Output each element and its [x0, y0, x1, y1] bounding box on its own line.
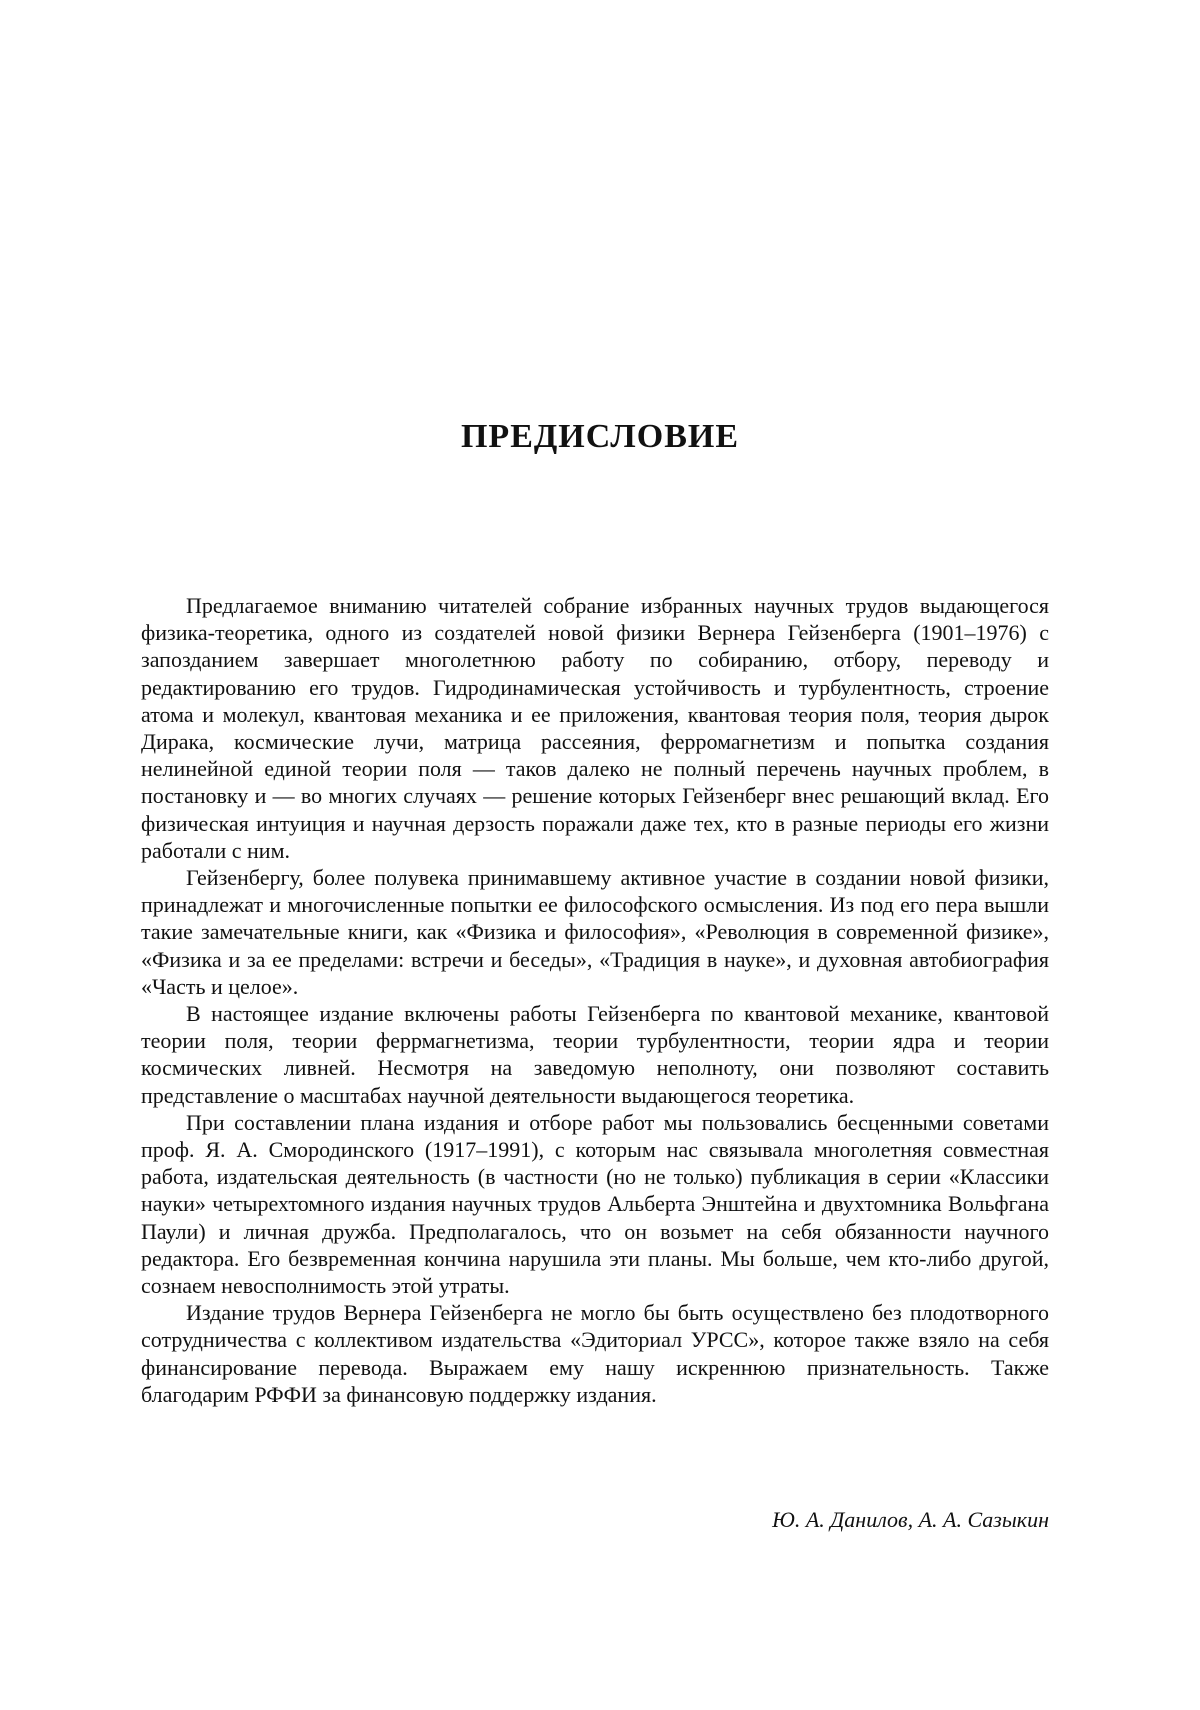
preface-body [141, 592, 1049, 1408]
paragraph-2: Гейзенбергу, более полувека принимавшему активное участие в создании новой физики, принадлежат и многочисленные попытки ее философского осмысления. Из под его пера вышли такие замечательные книги, как «Физика и философия», «Революция в современной физике», «Физика и за ее пределами: встречи и беседы», «Традиция в науке», и духовная автобиография «Часть и целое». [141, 865, 1049, 999]
paragraph-5: Издание трудов Вернера Гейзенберга не могло бы быть осуществлено без плодотворного сотрудничества с коллективом издательства «Эдиториал УРСС», которое также взяло на себя финансирование перевода. Выражаем ему нашу искреннюю признательность. Также благодарим РФФИ за финансовую поддержку издания. [141, 1300, 1049, 1407]
signature: Ю. А. Данилов, А. А. Сазыкин [772, 1507, 1049, 1532]
paragraph-1: Предлагаемое вниманию читателей собрание избранных научных трудов выдающегося физика-теоретика, одного из создателей новой физики Вернера Гейзенберга (1901–1976) с запозданием завершает многолетнюю работу по собиранию, отбору, переводу и редактированию его трудов. Гидродинамическая устойчивость и турбулентность, строение атома и молекул, квантовая механика и ее приложения, квантовая теория поля, теория дырок Дирака, космические лучи, матрица рассеяния, ферромагнетизм и попытка создания нелинейной единой теории поля — таков далеко не полный перечень научных проблем, в постановку и — во многих случаях — решение которых Гейзенберг внес решающий вклад. Его физическая интуиция и научная дерзость поражали даже тех, кто в разные периоды его жизни работали с ним. [141, 593, 1049, 863]
paragraph-4: При составлении плана издания и отборе работ мы пользовались бесценными советами проф. Я. А. Смородинского (1917–1991), с которым нас связывала многолетняя совместная работа, издательская деятельность (в частности (но не только) публикация в серии «Классики науки» четырехтомного издания научных трудов Альберта Энштейна и двухтомника Вольфгана Паули) и личная дружба. Предполагалось, что он возьмет на себя обязанности научного редактора. Его безвременная кончина нарушила эти планы. Мы больше, чем кто-либо другой, сознаем невосполнимость этой утраты. [141, 1109, 1049, 1299]
paragraph-3: В настоящее издание включены работы Гейзенберга по квантовой механике, квантовой теории поля, теории феррмагнетизма, теории турбулентности, теории ядра и теории космических ливней. Несмотря на заведомую неполноту, они позволяют составить представление о масштабах научной деятельности выдающегося теоретика. [141, 1001, 1049, 1108]
page-title: ПРЕДИСЛОВИЕ [460, 418, 740, 455]
